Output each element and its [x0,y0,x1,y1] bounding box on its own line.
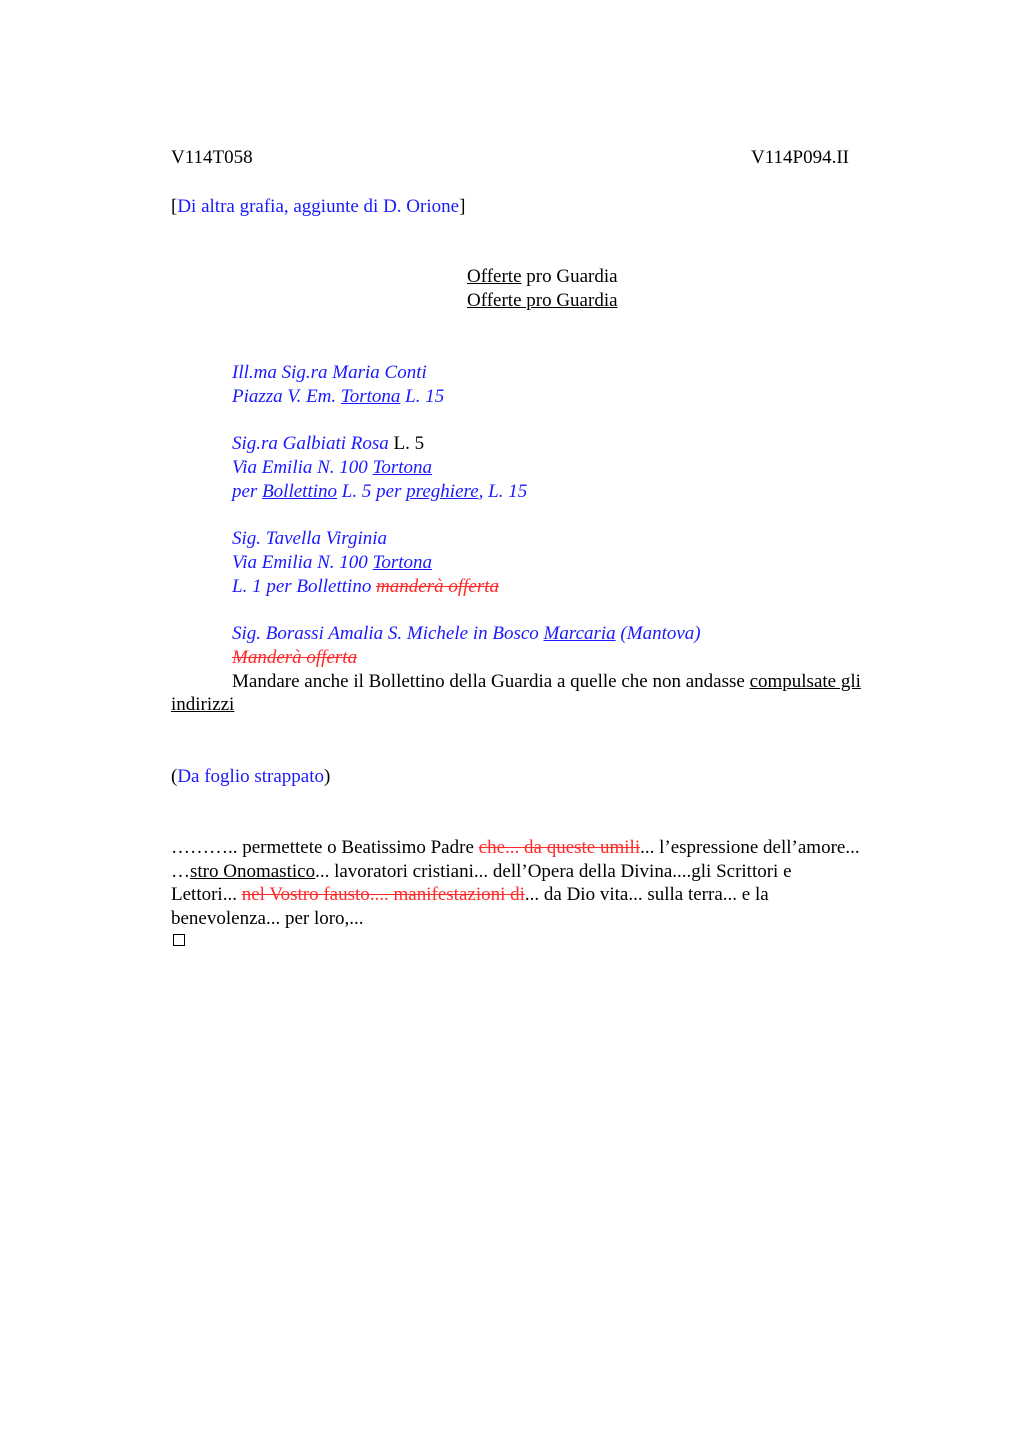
entry-1-amount: L. 15 [400,386,445,407]
entry-1-address-city: Tortona [340,386,401,407]
fragment-line-2-b: ... lavoratori cristiani... dell’Opera della Divina....gli Scrittori e [315,861,792,882]
entry-2-name: Sig.ra Galbiati Rosa [232,433,389,454]
fragment-line-3-b: ... da Dio vita... sulla terra... e la [524,884,769,905]
entry-3-name: Sig. Tavella Virginia [232,528,387,549]
entry-4-name [232,622,701,646]
entry-3-address [232,551,432,575]
entry-2-address-street: Via Emilia N. 100 [232,457,373,478]
fragment-line-1-b: ... l’espressione dell’amore... [640,837,860,858]
entry-2-offer-preghiere: preghiere [406,481,479,502]
title-offerte: Offerte [467,266,522,287]
entry-2-offer [232,480,527,504]
note-top-text: Di altra grafia, aggiunte di D. Orione [177,196,460,217]
checkbox-square-icon [173,934,185,946]
fragment-line-1-struck: che... da queste umili [478,837,641,858]
fragment-line-1-a: ……….. permettete o Beatissimo Padre [171,837,479,858]
entry-3-offer-struck: manderà offerta [376,576,500,597]
note-mid-text: Da foglio strappato [177,766,325,787]
note-top [171,195,465,219]
header-right-code: V114P094.II [751,147,849,168]
entry-2-name-line [232,432,424,456]
note-mid-close: ) [324,766,331,787]
entry-3-offer [232,575,499,599]
fragment-line-2 [171,860,792,884]
fragment-line-1 [171,836,860,860]
entry-1-name: Ill.ma Sig.ra Maria Conti [232,362,427,383]
note-top-open: [ [171,196,178,217]
entry-1-address [232,385,444,409]
entry-2-amount: L. 5 [388,433,425,454]
note-mid-open: ( [171,766,178,787]
entry-3-address-city: Tortona [372,552,433,573]
entry-3-offer-text: L. 1 per Bollettino [232,576,377,597]
title-line-1 [467,265,618,289]
entry-3-address-street: Via Emilia N. 100 [232,552,373,573]
entry-4-struck: Manderà offerta [232,647,358,668]
entry-1-address-street: Piazza V. Em. [232,386,341,407]
entry-4-main-underlined: compulsate gli [749,671,861,692]
entry-2-address-city: Tortona [372,457,433,478]
entry-4-name-province: (Mantova) [615,623,701,644]
entry-2-offer-pre: per [232,481,263,502]
entry-2-offer-post: , L. 15 [478,481,528,502]
entry-4-name-city: Marcaria [543,623,616,644]
fragment-line-2-a: … [171,861,190,882]
title-line-2: Offerte pro Guardia [467,290,618,311]
entry-4-name-pre: Sig. Borassi Amalia S. Michele in Bosco [232,623,544,644]
entry-4-wrap-line: indirizzi [171,694,235,715]
title-rest: pro Guardia [521,266,618,287]
entry-4-main-line [232,670,861,694]
entry-2-offer-mid: L. 5 per [337,481,407,502]
entry-4-main-text: Mandare anche il Bollettino della Guardia a quelle che non andasse [232,671,750,692]
entry-2-address [232,456,432,480]
note-top-close: ] [459,196,466,217]
entry-2-offer-bollettino: Bollettino [262,481,338,502]
fragment-line-3 [171,883,769,907]
fragment-line-4: benevolenza... per loro,... [171,908,364,929]
fragment-line-3-a: Lettori... [171,884,242,905]
fragment-line-2-underlined: stro Onomastico [190,861,316,882]
header-left-code: V114T058 [171,147,253,168]
fragment-line-3-struck: nel Vostro fausto.... manifestazioni di [241,884,525,905]
note-mid [171,765,330,789]
